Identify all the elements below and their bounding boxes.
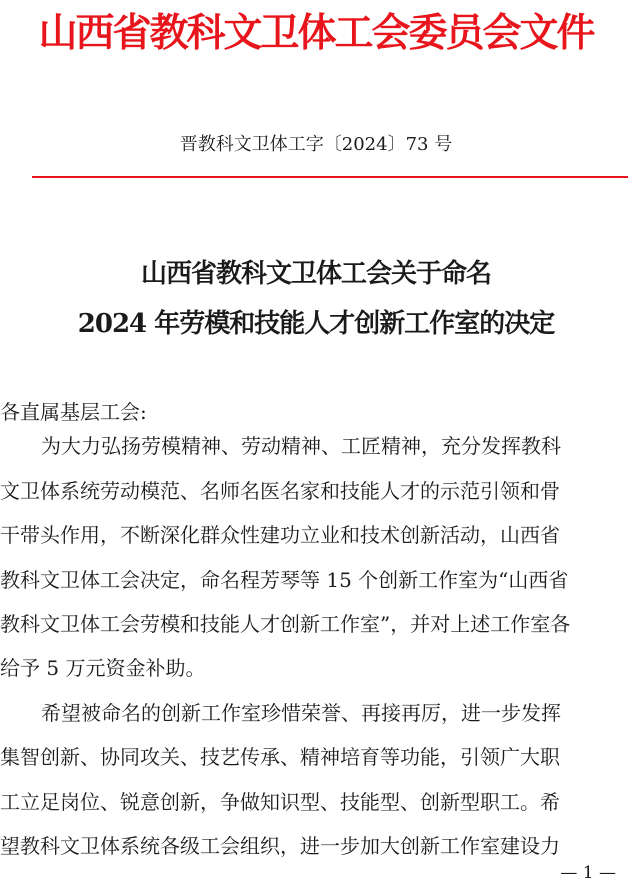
red-divider-line [32, 176, 628, 178]
document-title-line-2: 2024 年劳模和技能人才创新工作室的决定 [77, 309, 555, 339]
paragraph-line: 为大力弘扬劳模精神、劳动精神、工匠精神，充分发挥教科 [41, 434, 561, 458]
paragraph-line: 工立足岗位、锐意创新，争做知识型、技能型、创新型职工。希 [0, 790, 560, 814]
paragraph-line: 教科文卫体工会劳模和技能人才创新工作室”，并对上述工作室各 [0, 612, 571, 636]
paragraph-line: 给予 5 万元资金补助。 [0, 656, 206, 680]
document-title-line-1: 山西省教科文卫体工会关于命名 [140, 259, 491, 289]
masthead-title: 山西省教科文卫体工会委员会文件 [38, 11, 594, 56]
paragraph-line: 望教科文卫体系统各级工会组织，进一步加大创新工作室建设力 [0, 834, 560, 858]
paragraph-line: 集智创新、协同攻关、技艺传承、精神培育等功能，引领广大职 [0, 745, 560, 769]
salutation: 各直属基层工会: [0, 400, 147, 424]
paragraph-line: 干带头作用，不断深化群众性建功立业和技术创新活动，山西省 [0, 523, 560, 547]
paragraph-line: 希望被命名的创新工作室珍惜荣誉、再接再厉，进一步发挥 [41, 701, 561, 725]
paragraph-line: 文卫体系统劳动模范、名师名医名家和技能人才的示范引领和骨 [0, 479, 560, 503]
page-number: — 1 — [560, 863, 616, 883]
paragraph-line: 教科文卫体工会决定，命名程芳琴等 15 个创新工作室为“山西省 [0, 568, 569, 592]
document-number: 晋教科文卫体工字〔2024〕73 号 [179, 134, 453, 155]
